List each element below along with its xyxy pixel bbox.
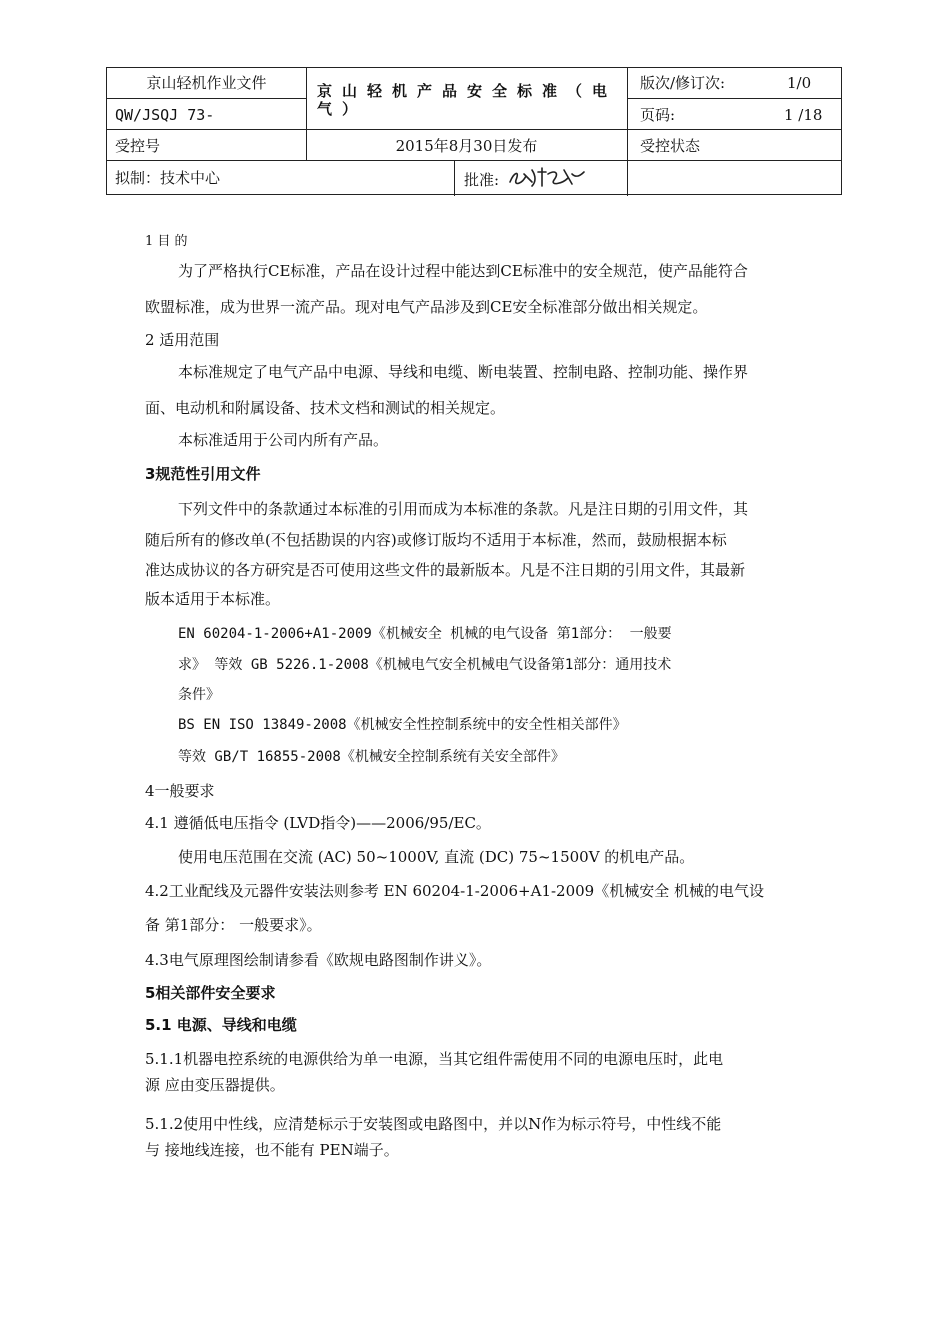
paragraph: 使用电压范围在交流 (AC) 50~1000V, 直流 (DC) 75~1500V 的机电产品。: [178, 848, 695, 866]
section-3-title: 3规范性引用文件: [145, 465, 261, 483]
controlled-number-label: 受控号: [115, 137, 161, 155]
paragraph: 面、电动机和附属设备、技术文档和测试的相关规定。: [145, 399, 506, 417]
paragraph: 下列文件中的条款通过本标准的引用而成为本标准的条款。凡是注日期的引用文件，其: [178, 500, 749, 518]
version-label: 版次/修订次:: [640, 74, 726, 92]
divider: [454, 161, 455, 196]
reference-1: 求》 等效 GB 5226.1-2008《机械电气安全机械电气设备第1部分：通用技术: [178, 657, 672, 673]
reference-2: BS EN ISO 13849-2008《机械安全性控制系统中的安全性相关部件》: [178, 717, 627, 733]
clause-4-2: 4.2工业配线及元器件安装法则参考 EN 60204-1-2006+A1-2009《机械安全 机械的电气设: [145, 882, 764, 900]
clause-5-1-2: 5.1.2使用中性线，应清楚标示于安装图或电路图中，并以N作为标示符号，中性线不能: [145, 1115, 722, 1133]
subsection-5-1-title: 5.1 电源、导线和电缆: [145, 1016, 297, 1034]
release-date: 2015年8月30日发布: [395, 137, 538, 155]
paragraph: 准达成协议的各方研究是否可使用这些文件的最新版本。凡是不注日期的引用文件，其最新: [145, 561, 746, 579]
page-label: 页码:: [640, 106, 676, 124]
paragraph: 本标准适用于公司内所有产品。: [178, 431, 389, 449]
document-title: 京山轻机产品安全标准（电气）: [317, 82, 618, 118]
company-doc-label: 京山轻机作业文件: [146, 74, 267, 92]
divider: [107, 160, 842, 161]
paragraph: 随后所有的修改单(不包括勘误的内容)或修订版均不适用于本标准，然而，鼓励根据本标: [145, 531, 727, 549]
doc-code: QW/JSQJ 73-: [115, 106, 215, 124]
section-2-title: 2 适用范围: [145, 331, 220, 349]
paragraph: 版本适用于本标准。: [145, 590, 281, 608]
reference-1: 条件》: [178, 687, 220, 703]
divider: [107, 129, 842, 130]
section-5-title: 5相关部件安全要求: [145, 984, 276, 1002]
divider: [627, 68, 628, 196]
approve-label: 批准:: [464, 171, 500, 189]
control-status-label: 受控状态: [640, 137, 701, 155]
version-value: 1/0: [787, 74, 812, 92]
paragraph: 与 接地线连接，也不能有 PEN端子。: [145, 1141, 399, 1159]
paragraph: 欧盟标准，成为世界一流产品。现对电气产品涉及到CE安全标准部分做出相关规定。: [145, 298, 708, 316]
paragraph: 本标准规定了电气产品中电源、导线和电缆、断电装置、控制电路、控制功能、操作界: [178, 363, 749, 381]
document-header-table: [106, 67, 842, 195]
paragraph: 备 第1部分： 一般要求》。: [145, 916, 322, 934]
paragraph: 源 应由变压器提供。: [145, 1076, 285, 1094]
clause-4-1: 4.1 遵循低电压指令 (LVD指令)——2006/95/EC。: [145, 814, 491, 832]
clause-4-3: 4.3电气原理图绘制请参看《欧规电路图制作讲义》。: [145, 951, 492, 969]
reference-3: 等效 GB/T 16855-2008《机械安全控制系统有关安全部件》: [178, 749, 565, 765]
approval-signature: [502, 162, 592, 194]
reference-1: EN 60204-1-2006+A1-2009《机械安全 机械的电气设备 第1部分： 一般要: [178, 626, 672, 642]
section-1-title: 1 目 的: [145, 234, 188, 249]
divider: [627, 98, 842, 99]
clause-5-1-1: 5.1.1机器电控系统的电源供给为单一电源，当其它组件需使用不同的电源电压时，此电: [145, 1050, 724, 1068]
paragraph: 为了严格执行CE标准，产品在设计过程中能达到CE标准中的安全规范，使产品能符合: [178, 262, 748, 280]
page-value: 1 /18: [784, 106, 823, 124]
section-4-title: 4一般要求: [145, 782, 215, 800]
divider: [107, 98, 306, 99]
drafter: 拟制：技术中心: [115, 169, 221, 187]
